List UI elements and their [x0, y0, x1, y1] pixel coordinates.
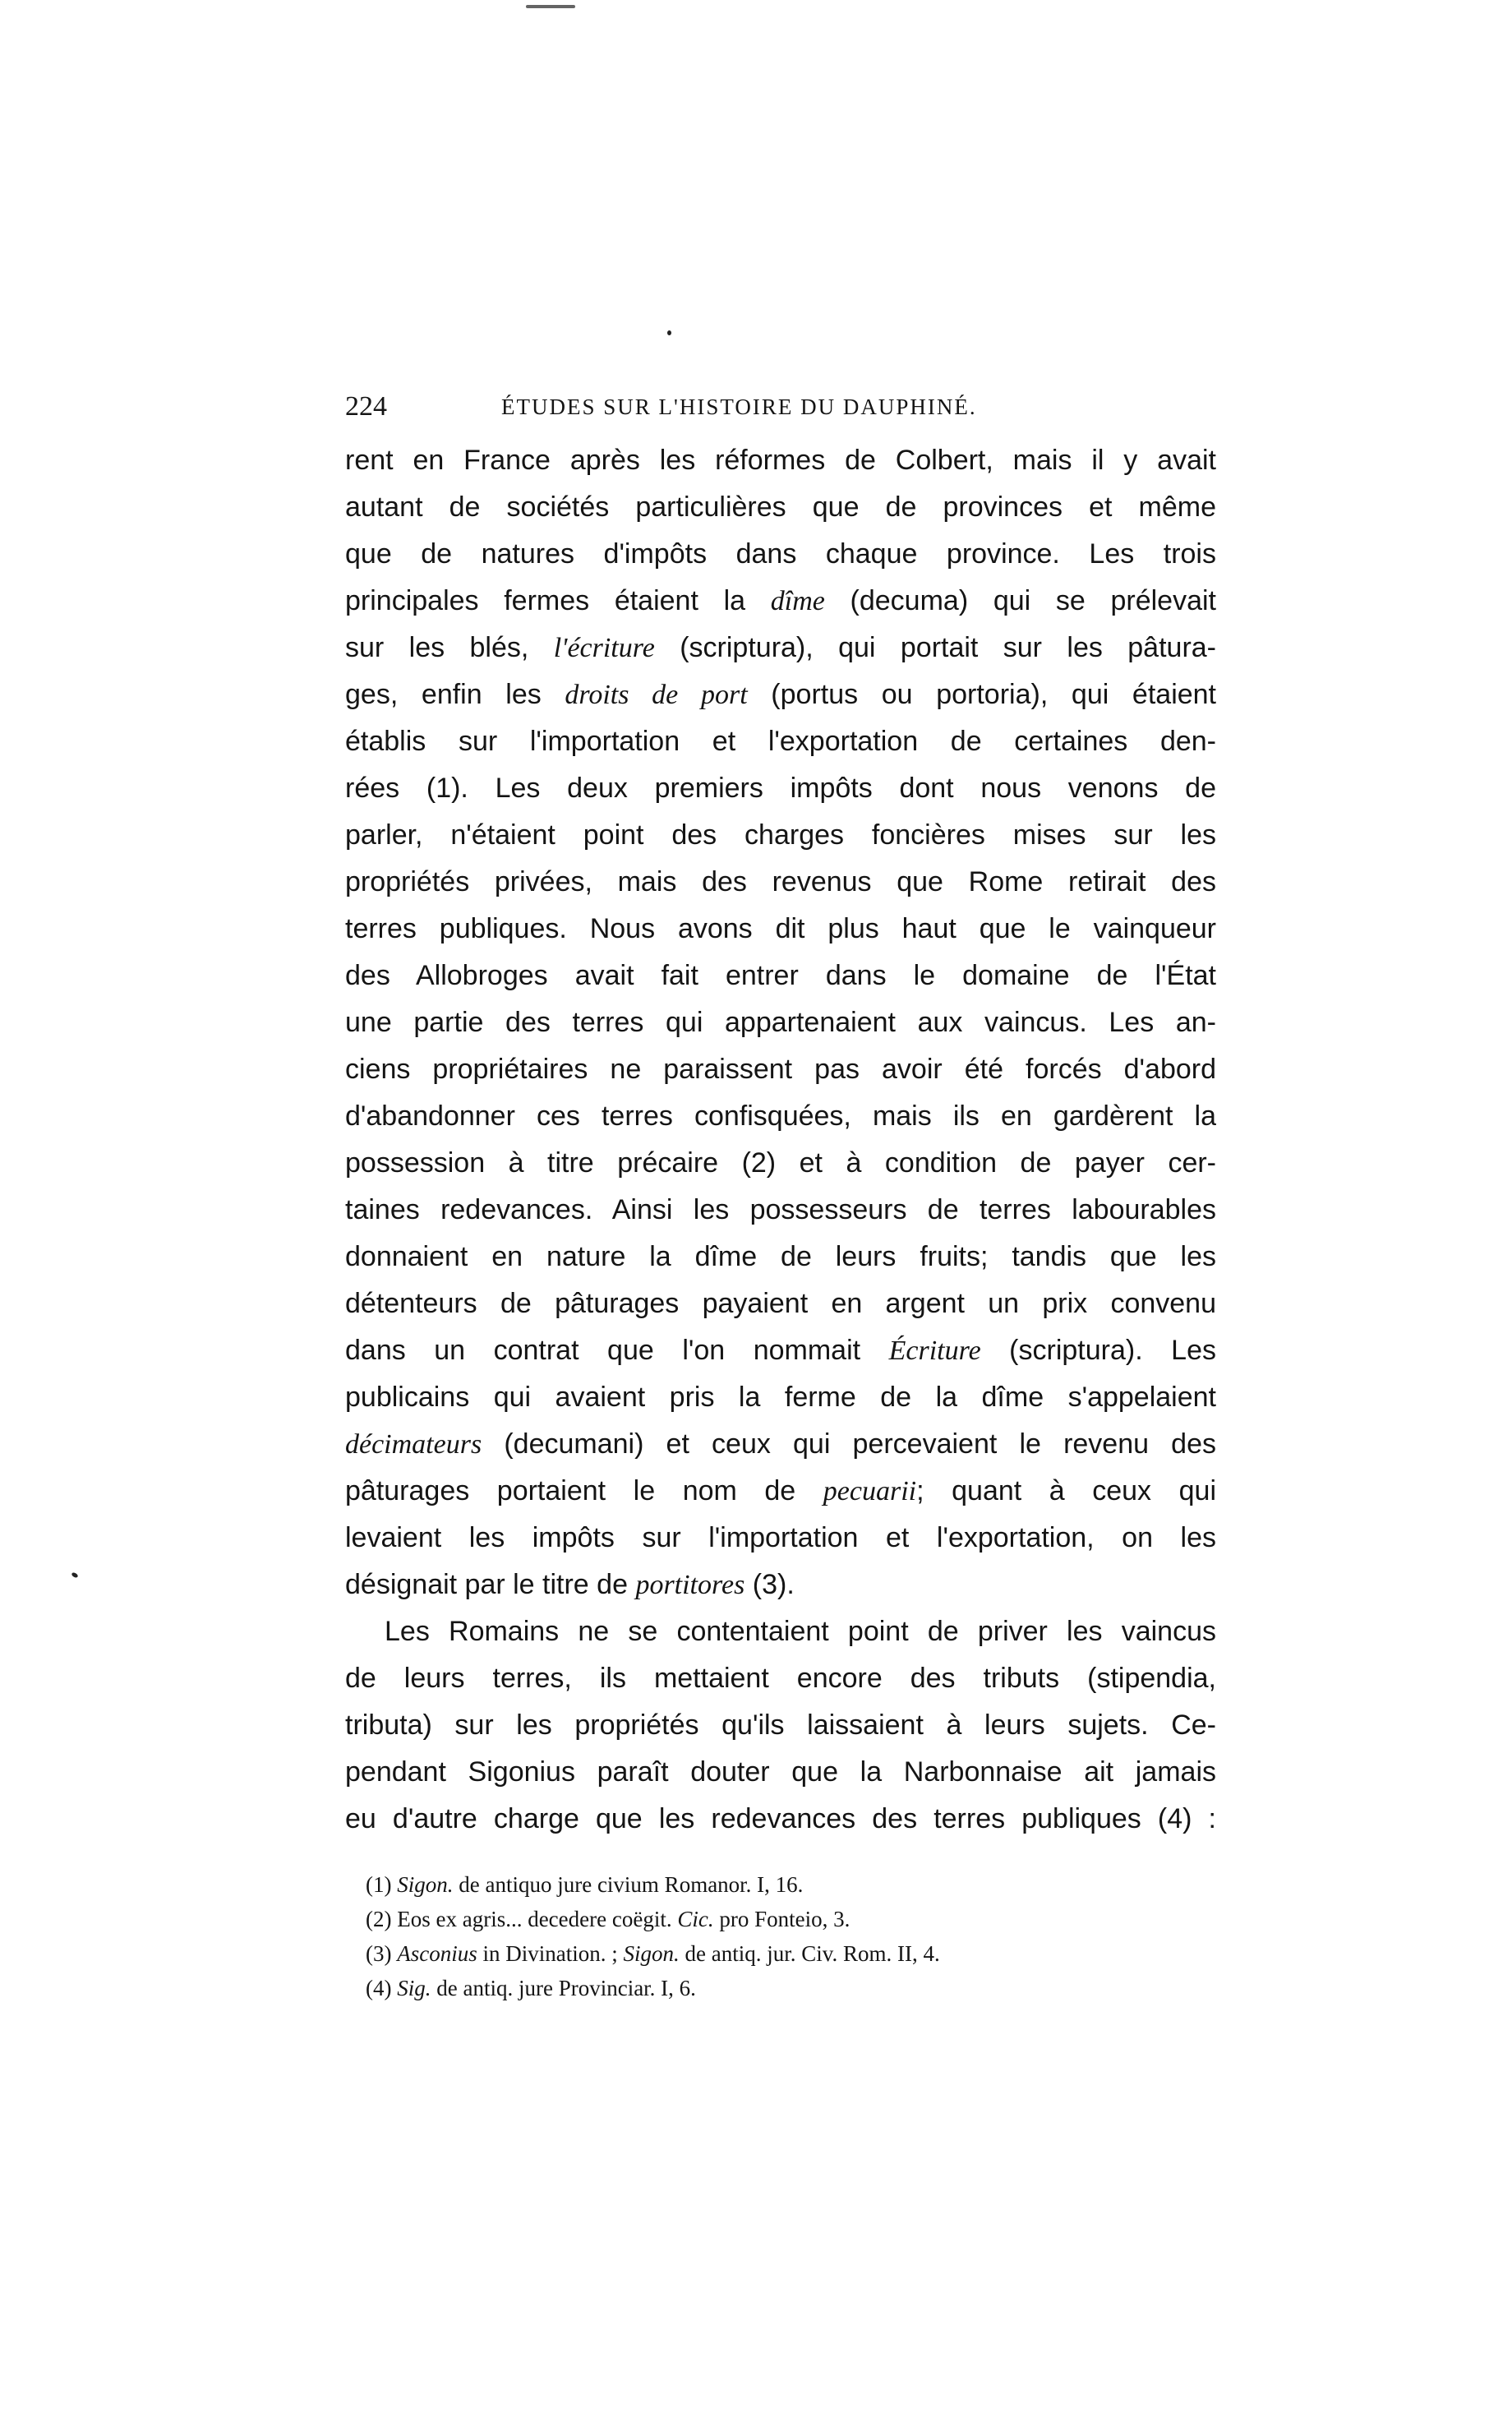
text-line: ciens propriétaires ne paraissent pas avoir été forcés d'abord	[345, 1054, 1216, 1085]
text-line	[345, 1421, 1216, 1468]
text-run: de antiq. jure Provinciar. I, 6.	[431, 1976, 696, 2000]
italic-term: Sigon.	[397, 1872, 454, 1897]
text-line: possession à titre précaire (2) et à condition de payer cer-	[345, 1147, 1216, 1179]
scan-speck	[667, 330, 671, 335]
text-line	[345, 1327, 1216, 1374]
italic-term: Écriture	[888, 1336, 981, 1366]
text-line: parler, n'étaient point des charges foncières mises sur les	[345, 819, 1216, 851]
italic-term: Sigon.	[623, 1941, 680, 1966]
text-line	[345, 671, 1216, 718]
text-run: pâturages portaient le nom de	[345, 1475, 823, 1506]
footnote-1	[366, 1867, 1187, 1902]
italic-term: droits de port	[565, 680, 748, 710]
text-line: établis sur l'importation et l'exportation de certaines den-	[345, 726, 1216, 757]
italic-term: Asconius	[397, 1941, 477, 1966]
footnote-4	[366, 1971, 1187, 2005]
text-line: donnaient en nature la dîme de leurs fruits; tandis que les	[345, 1241, 1216, 1272]
text-run: in Divination. ;	[477, 1941, 624, 1966]
footnote-2	[366, 1902, 1187, 1936]
text-line: une partie des terres qui appartenaient aux vaincus. Les an-	[345, 1007, 1216, 1038]
page-number: 224	[345, 391, 387, 422]
text-run: (decuma) qui se prélevait	[824, 585, 1216, 616]
text-line: eu d'autre charge que les redevances des terres publiques (4) :	[345, 1803, 1216, 1834]
italic-term: pecuarii	[823, 1476, 917, 1506]
text-line: que de natures d'impôts dans chaque province. Les trois	[345, 538, 1216, 570]
text-line	[345, 578, 1216, 625]
footnote-3	[366, 1936, 1187, 1971]
text-line: rent en France après les réformes de Colbert, mais il y avait	[345, 445, 1216, 476]
text-line: publicains qui avaient pris la ferme de la dîme s'appelaient	[345, 1382, 1216, 1413]
text-line: autant de sociétés particulières que de provinces et même	[345, 491, 1216, 523]
text-run: (3).	[744, 1569, 795, 1600]
scan-speck	[526, 5, 575, 8]
text-line: rées (1). Les deux premiers impôts dont nous venons de	[345, 773, 1216, 804]
text-line	[345, 1468, 1216, 1515]
text-line: Les Romains ne se contentaient point de priver les vaincus	[385, 1616, 1216, 1647]
text-run: de antiq. jur. Civ. Rom. II, 4.	[679, 1941, 940, 1966]
italic-term: décimateurs	[345, 1429, 482, 1460]
scan-speck	[71, 1571, 78, 1578]
text-run: sur les blés,	[345, 632, 554, 663]
text-line: tributa) sur les propriétés qu'ils laissaient à leurs sujets. Ce-	[345, 1709, 1216, 1741]
text-run: (portus ou portoria), qui étaient	[747, 679, 1216, 710]
text-line	[345, 625, 1216, 671]
italic-term: portitores	[635, 1570, 745, 1600]
text-run: dans un contrat que l'on nommait	[345, 1335, 889, 1366]
text-run: ges, enfin les	[345, 679, 565, 710]
text-run: désignait par le titre de	[345, 1569, 636, 1600]
text-run: pro Fonteio, 3.	[713, 1907, 850, 1931]
text-line: taines redevances. Ainsi les possesseurs de terres labourables	[345, 1194, 1216, 1225]
text-run: principales fermes étaient la	[345, 585, 771, 616]
text-run: de antiquo jure civium Romanor. I, 16.	[453, 1872, 804, 1897]
text-run: (scriptura). Les	[980, 1335, 1216, 1366]
running-header	[345, 386, 1053, 427]
text-run: (decumani) et ceux qui percevaient le revenu des	[482, 1428, 1216, 1460]
body-text	[345, 437, 1216, 1843]
italic-term: Cic.	[677, 1907, 714, 1931]
text-run: (scriptura), qui portait sur les pâtura-	[654, 632, 1216, 663]
text-line: de leurs terres, ils mettaient encore des tributs (stipendia,	[345, 1663, 1216, 1694]
text-line: d'abandonner ces terres confisquées, mais ils en gardèrent la	[345, 1100, 1216, 1132]
footnote-number: (4)	[366, 1976, 398, 2000]
text-line: détenteurs de pâturages payaient en argent un prix convenu	[345, 1288, 1216, 1319]
running-title: ÉTUDES SUR L'HISTOIRE DU DAUPHINÉ.	[501, 394, 977, 419]
italic-term: l'écriture	[553, 633, 655, 663]
text-line	[345, 1562, 1216, 1608]
footnotes	[366, 1867, 1187, 2005]
italic-term: dîme	[770, 586, 825, 616]
footnote-number: (3)	[366, 1941, 398, 1966]
text-run: Eos ex agris... decedere coëgit.	[397, 1907, 678, 1931]
text-line: des Allobroges avait fait entrer dans le domaine de l'État	[345, 960, 1216, 991]
footnote-number: (2)	[366, 1907, 398, 1931]
footnote-number: (1)	[366, 1872, 398, 1897]
text-line: levaient les impôts sur l'importation et l'exportation, on les	[345, 1522, 1216, 1553]
text-line: pendant Sigonius paraît douter que la Narbonnaise ait jamais	[345, 1756, 1216, 1788]
text-line: propriétés privées, mais des revenus que Rome retirait des	[345, 866, 1216, 897]
text-line: terres publiques. Nous avons dit plus haut que le vainqueur	[345, 913, 1216, 944]
italic-term: Sig.	[397, 1976, 431, 2000]
text-run: ; quant à ceux qui	[916, 1475, 1216, 1506]
